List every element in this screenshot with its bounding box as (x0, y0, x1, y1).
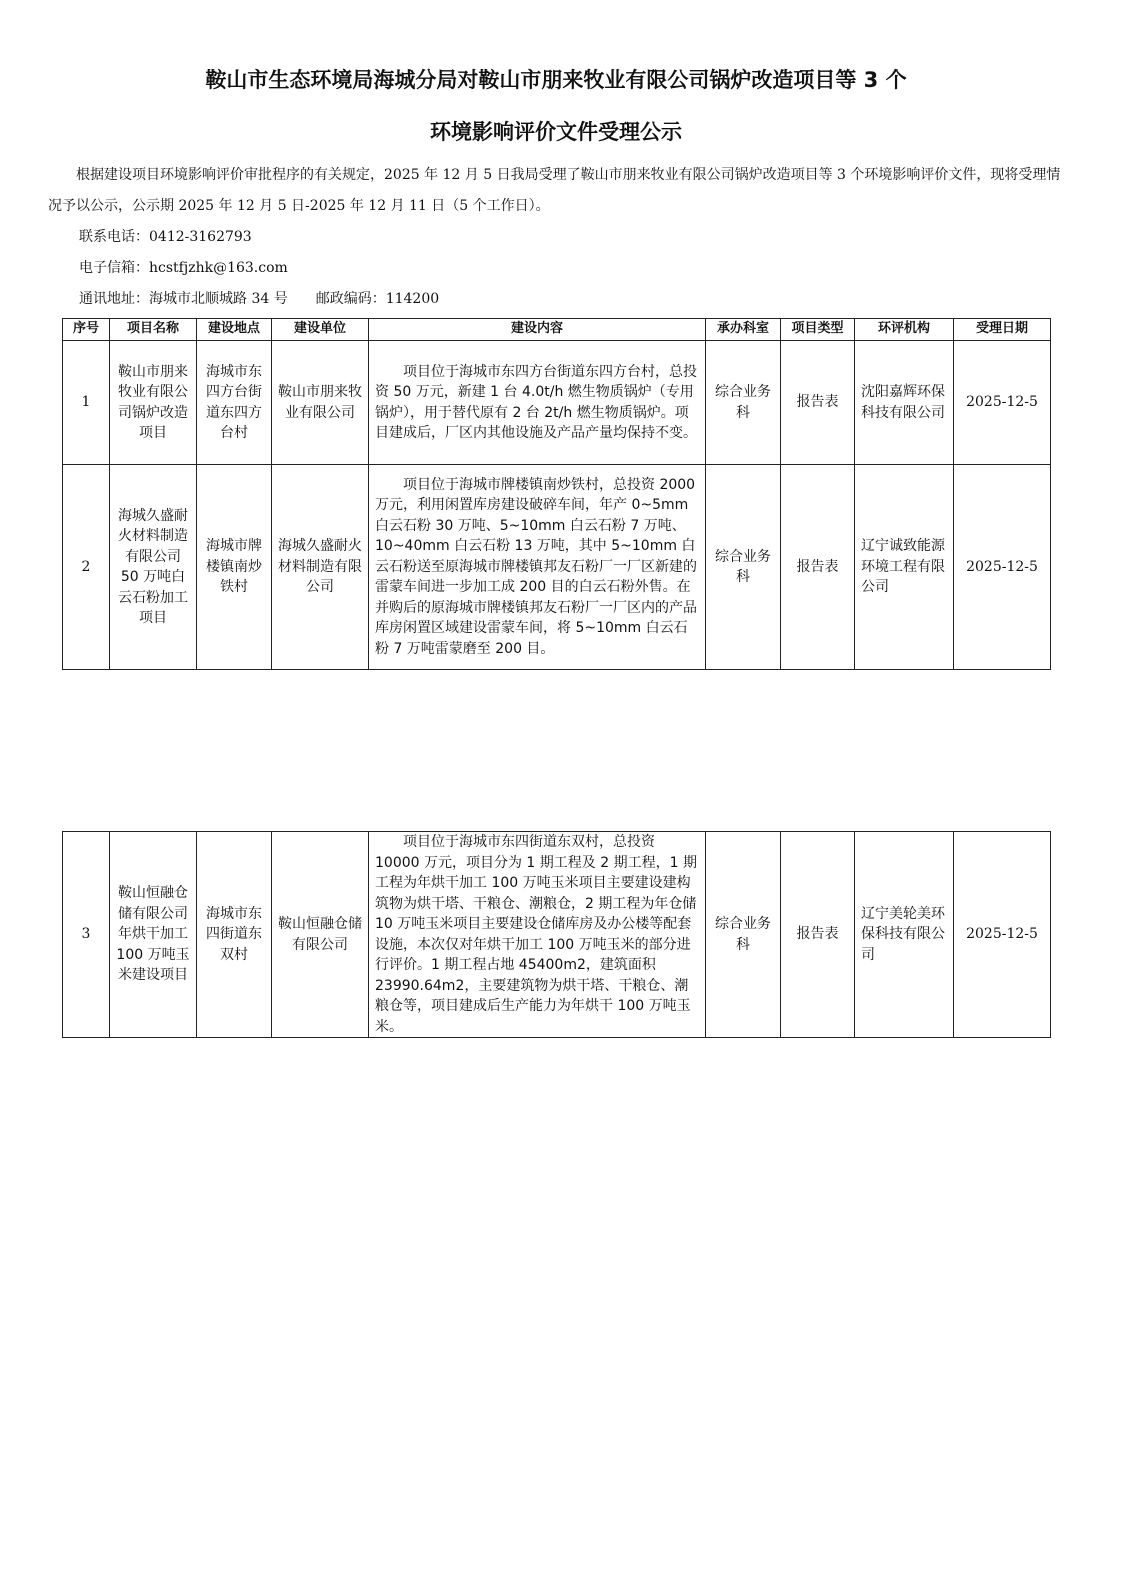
cell-location: 海城市东四街道东双村 (197, 832, 272, 1038)
cell-dept: 综合业务科 (706, 465, 781, 670)
acceptance-table-continued (62, 831, 1051, 1038)
contact-address: 通讯地址：海城市北顺城路 34 号 邮政编码：114200 (79, 291, 440, 307)
header-unit: 建设单位 (272, 319, 369, 341)
cell-content (369, 465, 706, 670)
cell-unit: 鞍山恒融仓储有限公司 (272, 832, 369, 1038)
cell-location: 海城市东四方台街道东四方台村 (197, 341, 272, 465)
cell-content (369, 832, 706, 1038)
page-title-line1: 鞍山市生态环境局海城分局对鞍山市朋来牧业有限公司锅炉改造项目等 3 个 (205, 68, 907, 92)
header-dept: 承办科室 (706, 319, 781, 341)
cell-type: 报告表 (781, 465, 855, 670)
cell-no: 2 (63, 465, 110, 670)
cell-agency: 辽宁诚致能源环境工程有限公司 (855, 465, 954, 670)
cell-unit: 海城久盛耐火材料制造有限公司 (272, 465, 369, 670)
cell-type: 报告表 (781, 832, 855, 1038)
header-agency: 环评机构 (855, 319, 954, 341)
header-location: 建设地点 (197, 319, 272, 341)
cell-location: 海城市牌楼镇南炒铁村 (197, 465, 272, 670)
table-row (63, 341, 1051, 465)
cell-agency: 辽宁美轮美环保科技有限公司 (855, 832, 954, 1038)
intro-section (48, 160, 1068, 315)
content-text: 项目位于海城市牌楼镇南炒铁村，总投资 2000 万元，利用闲置库房建设破碎车间，年产 0~5mm 白云石粉 30 万吨、5~10mm 白云石粉 7 万吨、10~40mm 白云石粉 13 万吨，其中 5~10mm 白云石粉送至原海城市牌楼镇邦友石粉厂一厂区新建的雷蒙车间进一步加工成 200 目的白云石粉外售。在并购后的原海城市牌楼镇邦友石粉厂一厂区内的产品库房闲置区域建设雷蒙车间，将 5~10mm 白云石粉 7 万吨雷蒙磨至 200 目。 (375, 476, 697, 657)
page-title-line2: 环境影响评价文件受理公示 (430, 120, 682, 144)
cell-no: 1 (63, 341, 110, 465)
cell-content (369, 341, 706, 465)
cell-no: 3 (63, 832, 110, 1038)
cell-date: 2025-12-5 (954, 341, 1051, 465)
cell-name: 鞍山市朋来牧业有限公司锅炉改造项目 (110, 341, 197, 465)
table-row (63, 832, 1051, 1038)
cell-date: 2025-12-5 (954, 832, 1051, 1038)
cell-agency: 沈阳嘉辉环保科技有限公司 (855, 341, 954, 465)
acceptance-table (62, 318, 1051, 670)
cell-dept: 综合业务科 (706, 832, 781, 1038)
contact-phone: 联系电话：0412-3162793 (79, 229, 252, 245)
header-no: 序号 (63, 319, 110, 341)
content-text: 项目位于海城市东四街道东双村，总投资 10000 万元，项目分为 1 期工程及 2 期工程，1 期工程为年烘干加工 100 万吨玉米项目主要建设建构筑物为烘干塔、干粮仓、潮粮仓，2 期工程为年仓储 10 万吨玉米项目主要建设仓储库房及办公楼等配套设施，本次仅对年烘干加工 100 万吨玉米的部分进行评价。1 期工程占地 45400m2，建筑面积 23990.64m2，主要建筑物为烘干塔、干粮仓、潮粮仓等，项目建成后生产能力为年烘干 100 万吨玉米。 (375, 834, 697, 1035)
intro-paragraph: 根据建设项目环境影响评价审批程序的有关规定，2025 年 12 月 5 日我局受理了鞍山市朋来牧业有限公司锅炉改造项目等 3 个环境影响评价文件，现将受理情况予以公示，公示期 2025 年 12 月 5 日-2025 年 12 月 11 日（5 个工作日）。 (48, 167, 1061, 214)
table-row (63, 465, 1051, 670)
header-content: 建设内容 (369, 319, 706, 341)
header-date: 受理日期 (954, 319, 1051, 341)
cell-date: 2025-12-5 (954, 465, 1051, 670)
header-name: 项目名称 (110, 319, 197, 341)
cell-name: 鞍山恒融仓储有限公司年烘干加工 100 万吨玉米建设项目 (110, 832, 197, 1038)
cell-dept: 综合业务科 (706, 341, 781, 465)
cell-unit: 鞍山市朋来牧业有限公司 (272, 341, 369, 465)
cell-type: 报告表 (781, 341, 855, 465)
header-type: 项目类型 (781, 319, 855, 341)
table-header-row (63, 319, 1051, 341)
contact-email[interactable]: 电子信箱：hcstfjzhk@163.com (79, 260, 288, 276)
content-text: 项目位于海城市东四方台街道东四方台村，总投资 50 万元，新建 1 台 4.0t/h 燃生物质锅炉（专用锅炉），用于替代原有 2 台 2t/h 燃生物质锅炉。项目建成后，厂区内其他设施及产品产量均保持不变。 (375, 363, 697, 441)
cell-name: 海城久盛耐火材料制造有限公司 50 万吨白云石粉加工项目 (110, 465, 197, 670)
